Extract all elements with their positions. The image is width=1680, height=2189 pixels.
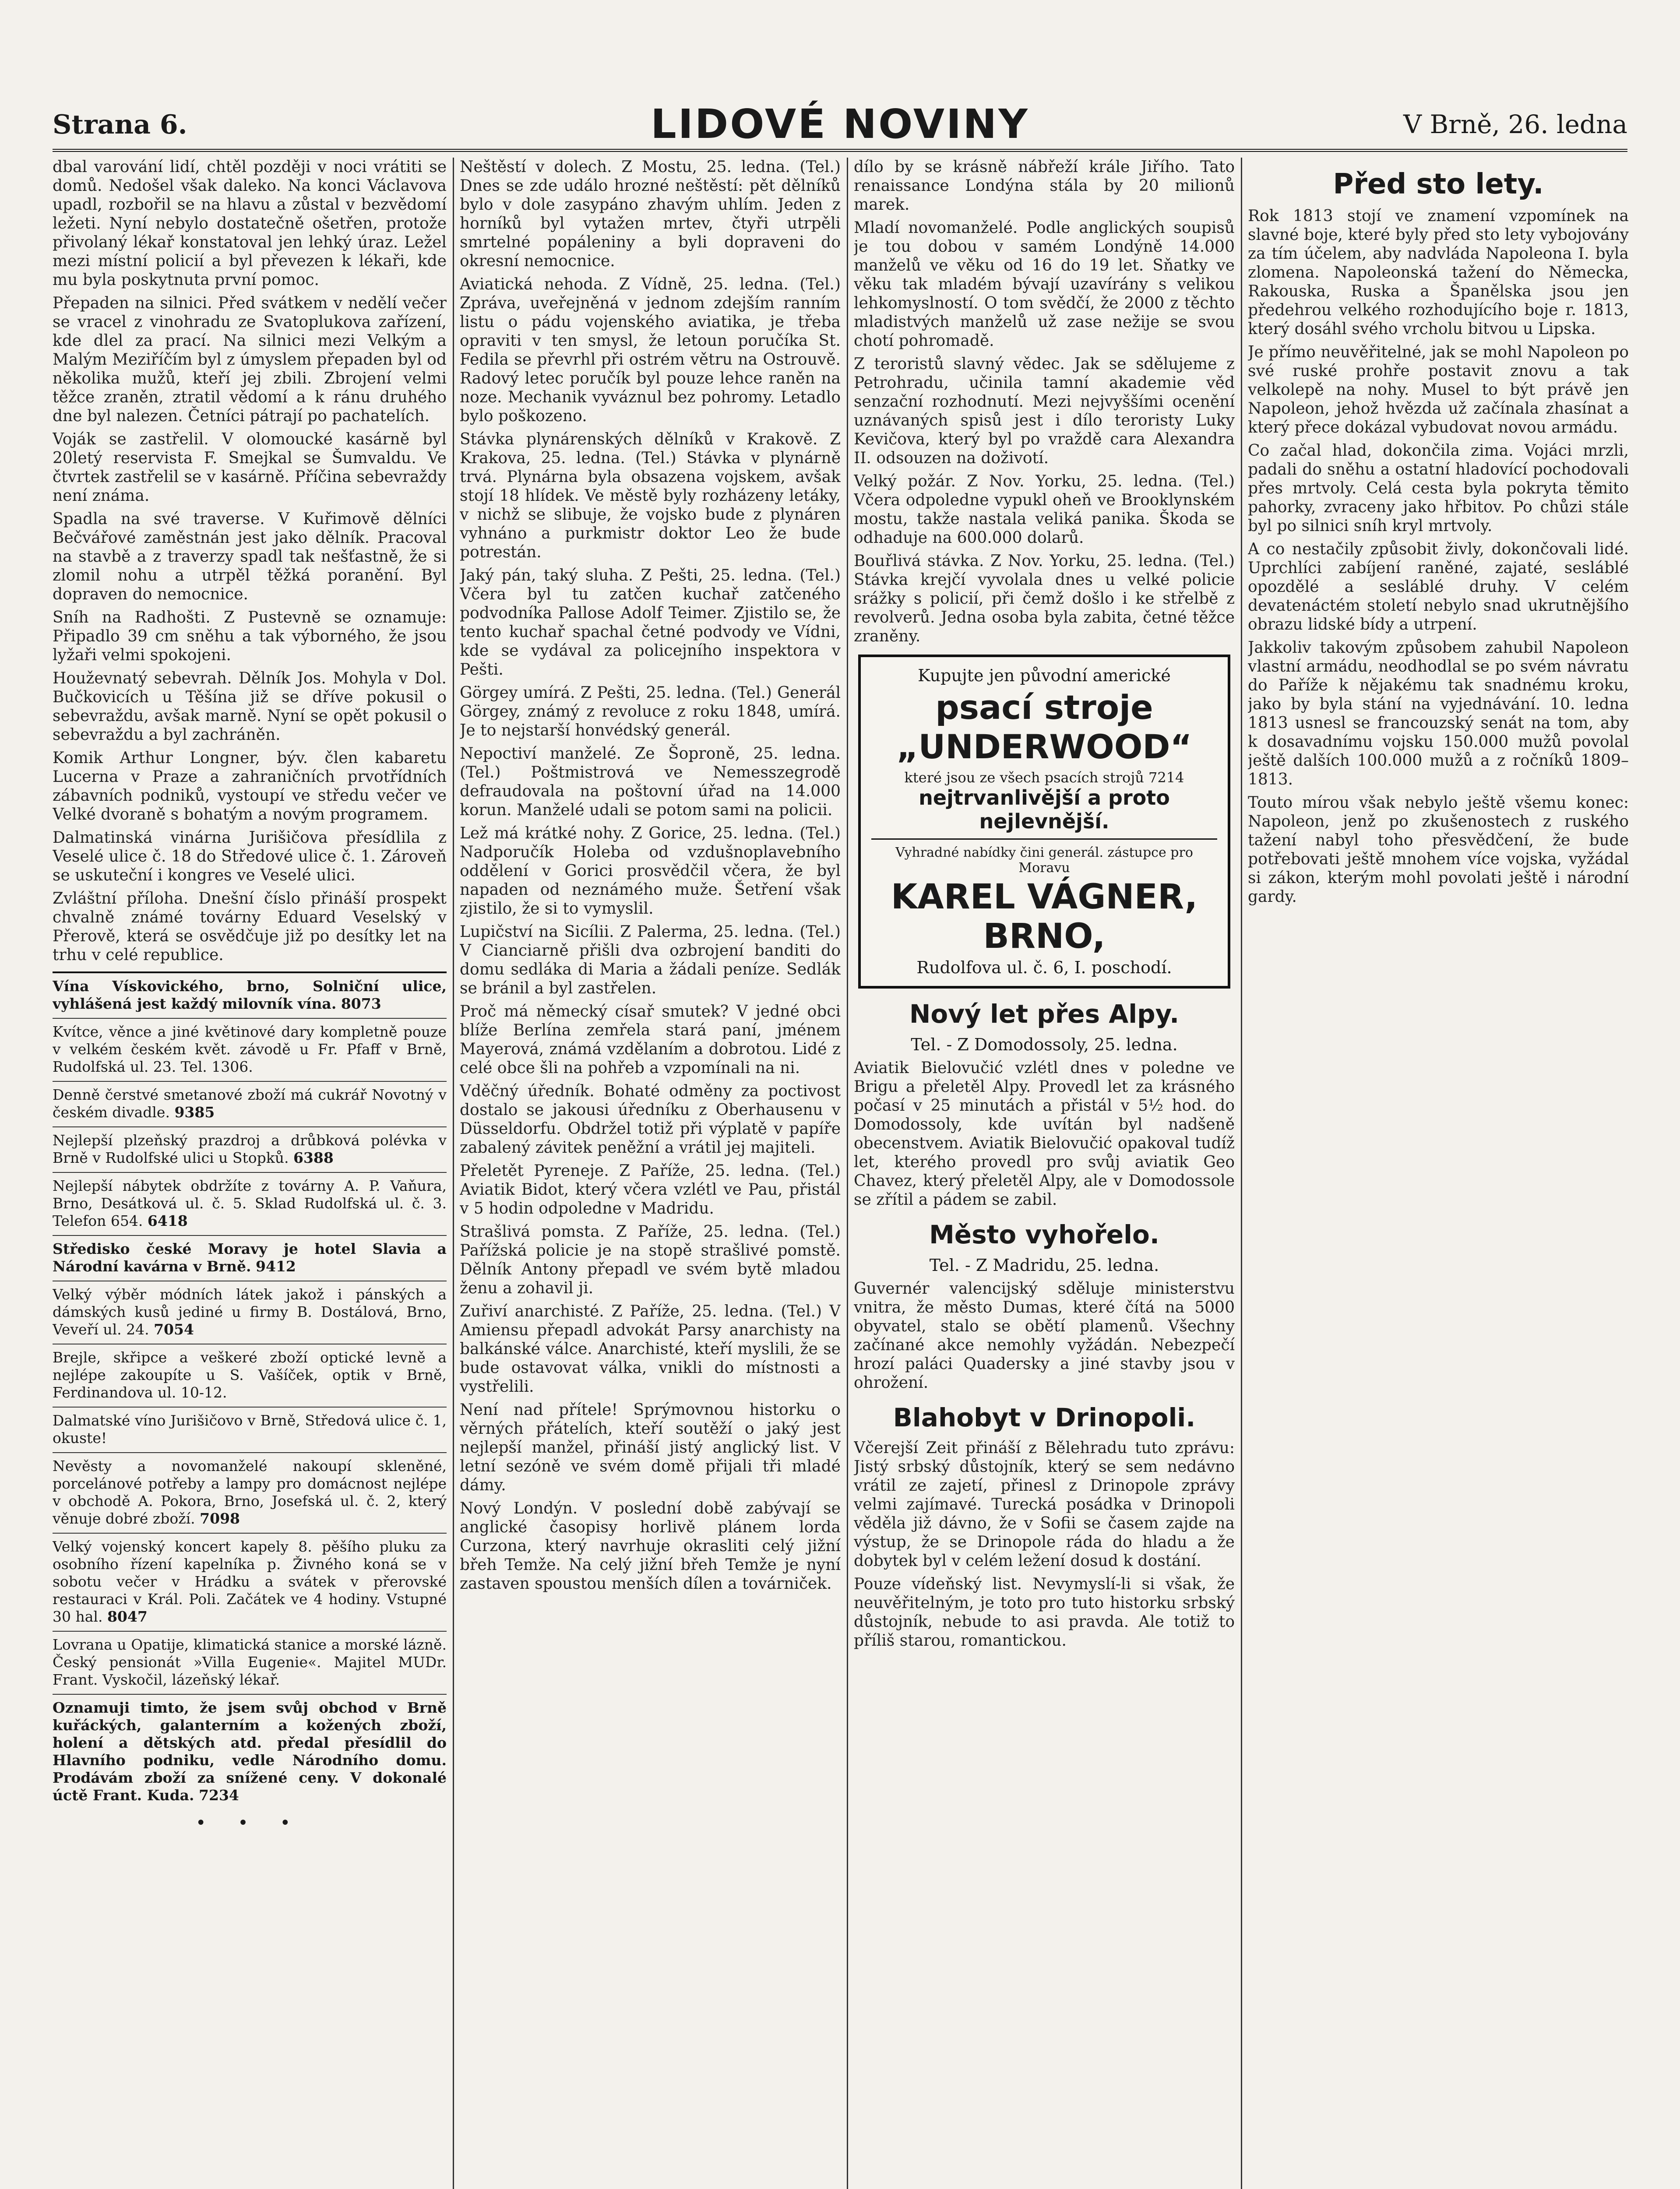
classified-ad: Brejle, skřipce a veškeré zboží optické levně a nejlépe zakoupíte u S. Vašíček, optik v Brně, Ferdinandova ul. 10-12. [53,1349,447,1401]
classified-ad: Dalmatské víno Jurišičovo v Brně, Středová ulice č. 1, okuste! [53,1412,447,1446]
article-paragraph: Přeletět Pyreneje. Z Paříže, 25. ledna. (Tel.) Aviatik Bidot, který včera vzlétl ve Pau, přistál v 5 hodin odpoledne v Madridu. [460,1162,841,1218]
article-paragraph: A co nestačily způsobit živly, dokončovali lidé. Uprchlíci zabíjení raněné, zajaté, sesláblé opozdělé a sesláblé druhy. V celém devatenáctém století nebylo snad ukrutnějšího obrazu lidské bídy a utrpení. [1248,540,1629,633]
column-3 [854,158,1235,2189]
article-paragraph: Včerejší Zeit přináší z Bělehradu tuto zprávu: Jistý srbský důstojník, který se sem nedávno vrátil ze zajetí, přinesl z Drinopole zprávy velmi zajímavé. Turecká posádka v Drinopoli věděla již dávno, že v Sofii se časem zajde na výstup, že se Drinopole ráda do hladu a že dobytek byl v celém ležení dosud k dostání. [854,1439,1235,1570]
article-paragraph: Neštěstí v dolech. Z Mostu, 25. ledna. (Tel.) Dnes se zde událo hrozné neštěstí: pět dělníků bylo v dole zasypáno zhavým uhlím. Jeden z horníků byl vytažen mrtev, čtyři utrpěli smrtelné popáleniny a byli dopraveni do okresní nemocnice. [460,158,841,270]
article-paragraph: Stávka plynárenských dělníků v Krakově. Z Krakova, 25. ledna. (Tel.) Stávka v plynárně trvá. Plynárna byla obsazena vojskem, avšak stojí 18 hlídek. Ve městě byly rozházeny letáky, v nichž se slibuje, že vojsko bude z plynáren vyhnáno a purkmistr doktor Leo že bude potrestán. [460,430,841,561]
article-paragraph: Aviatická nehoda. Z Vídně, 25. ledna. (Tel.) Zpráva, uveřejněná v jednom zdejším ranním listu o pádu vojenského aviatika, je třeba opraviti v ten smysl, že letoun poručíka St. Fedila se převrhl při ostrém větru na Ostrouvě. Radový letec poručík byl pouze lehce raněn na noze. Mechanik vyváznul bez pohromy. Letadlo bylo poškozeno. [460,275,841,425]
section-heading: Nový let přes Alpy. [909,999,1180,1029]
classified-ad: Kvítce, věnce a jiné květinové dary kompletně pouze v velkém českém květ. závodě u Fr. Pfaff v Brně, Rudolfská ul. 23. Tel. 1306. [53,1023,447,1075]
ad-headline: psací stroje „UNDERWOOD“ [896,688,1192,766]
classified-ads [53,971,447,1833]
end-marks: • • • [195,1813,304,1833]
article-paragraph: dílo by se krásně nábřeží krále Jiřího. Tato renaissance Londýna stála by 20 milionů marek. [854,158,1235,214]
article-paragraph: Mladí novomanželé. Podle anglických soupisů je tou dobou v samém Londýně 14.000 manželů ve věku od 16 do 19 let. Sňatky ve věku tak mladém bývají uzavírány s velikou lehkomyslností. O tom svědčí, že 2000 z těchto mladistvých manželů už zase nežije se svou chotí pohromadě. [854,219,1235,350]
article-paragraph: Přepaden na silnici. Před svátkem v nedělí večer se vracel z vinohradu ze Svatoplukova zařízení, kde dlel za prací. Na silnici mezi Velkým a Malým Meziříčím byl z úmyslem přepaden byl od několika mužů, kteří jej zbili. Zbrojení velmi těžce zraněn, ztratil vědomí a k ránu druhého dne byl nalezen. Četníci pátrají po pachatelích. [53,294,447,425]
underwood-advertisement [858,655,1230,989]
page-number: Strana 6. [53,109,187,140]
article-paragraph: Rok 1813 stojí ve znamení vzpomínek na slavné boje, které byly před sto lety vybojovány za tím účelem, aby nadvláda Napoleona I. byla zlomena. Napoleonská tažení do Německa, Rakouska, Ruska a Španělska jsou jen předehrou velkého rozhodujícího boje r. 1813, který dosáhl svého vrcholu bitvou u Lipska. [1248,207,1629,338]
classified-ad: Vína Vískovického, brno, Solniční ulice, vyhlášená jest každý milovník vína. 8073 [53,978,447,1012]
ad-company: KAREL VÁGNER, BRNO, [891,877,1198,956]
column-2 [460,158,841,2189]
article-paragraph: Guvernér valencijský sděluje ministerstvu vnitra, že město Dumas, které čítá na 5000 obyvatel, stalo se obětí plamenů. Všechny začínané akce nemohly vyžádán. Nebezpečí hrozí paláci Quadersky a jiné stavby jsou v ohrožení. [854,1280,1235,1392]
issue-date: V Brně, 26. ledna [1403,109,1627,139]
article-paragraph: Voják se zastřelil. V olomoucké kasárně byl 20letý reservista F. Smejkal se Šumvaldu. Ve čtvrtek zastřelil se v kasárně. Příčina sebevraždy není známa. [53,430,447,505]
article-paragraph: Strašlivá pomsta. Z Paříže, 25. ledna. (Tel.) Pařížská policie je na stopě strašlivé pomstě. Dělník Antony přepadl ve svém bytě mladou ženu a zohavil ji. [460,1223,841,1297]
article-paragraph: Komik Arthur Longner, býv. člen kabaretu Lucerna v Praze a zahraničních prvotřídních zábavních podniků, vystoupí ve středu večer ve Velké dvoraně s bohatým a novým programem. [53,749,447,824]
section-heading: Město vyhořelo. [929,1220,1159,1249]
dateline: Tel. - Z Domodossoly, 25. ledna. [911,1035,1178,1054]
article-paragraph: Co začal hlad, dokončila zima. Vojáci mrzli, padali do sněhu a ostatní hladovící pochodovali přes mrtvoly. Celá cesta byla pokryta těmito pahorky, zvraceny jako hřbitov. Po chůzi stále byl po silnici sníh kryl mrtvoly. [1248,442,1629,535]
classified-ad: Nejlepší plzeňský prazdroj a drůbková polévka v Brně v Rudolfské ulici u Stopků. 6388 [53,1132,447,1166]
article-paragraph: Lupičství na Sicílii. Z Palerma, 25. ledna. (Tel.) V Cianciarně přišli dva ozbrojení banditi do domu sedláka di Maria a žádali peníze. Sedlák se bránil a byl zastřelen. [460,923,841,997]
article-paragraph: Velký požár. Z Nov. Yorku, 25. ledna. (Tel.) Včera odpoledne vypukl oheň ve Brooklynském mostu, takže nastala veliká panika. Škoda se odhaduje na 600.000 dolarů. [854,472,1235,547]
article-paragraph: Nový Londýn. V poslední době zabývají se anglické časopisy horlivě plánem lorda Curzona, který navrhuje okrasliti celý jižní břeh Temže. Na celý jižní břeh Temže je nyní zastaven spoustou menších dílen a továrniček. [460,1499,841,1593]
article-paragraph: Touto mírou však nebylo ještě všemu konec: Napoleon, jenž po zkušenostech z ruského tažení nabyl toho přesvědčení, že bude potřebovati ještě mnohem více vojska, vyžádal si zákon, kterým mohl povolati ještě i národní gardy. [1248,794,1629,906]
ad-text: nejtrvanlivější a proto nejlevnější. [919,786,1170,833]
column-rule [453,158,454,2189]
classified-ad: Velký výběr módních látek jakož i pánských a dámských kusů jediné u firmy B. Dostálová, Brno, Veveří ul. 24. 7054 [53,1286,447,1338]
ad-text: Kupujte jen původní americké [918,666,1171,685]
section-heading: Před sto lety. [1333,168,1544,201]
article-paragraph: Zuřiví anarchisté. Z Paříže, 25. ledna. (Tel.) V Amiensu přepadl advokát Parsy anarchisty na balkánské válce. Anarchisté, kteří myslili, že se bude ostavovat válka, vnikli do místnosti a vystřelili. [460,1302,841,1396]
article-paragraph: Jakkoliv takovým způsobem zahubil Napoleon vlastní armádu, neodhodlal se po svém návratu do Paříže k nějakému tak snadnému kroku, jako by byla stání na vyjednávání. 10. ledna 1813 usnesl se francouzský senát na tom, aby k dosavadnímu vojsku 150.000 mužů povolal ještě dalších 100.000 mužů a z ročníků 1809–1813. [1248,639,1629,788]
article-paragraph: Bouřlivá stávka. Z Nov. Yorku, 25. ledna. (Tel.) Stávka krejčí vyvolala dnes u velké policie srážky s policií, při čemž došlo i ke střelbě z revolverů. Jedna osoba byla zabita, četné těžce zraněny. [854,552,1235,645]
article-paragraph: Aviatik Bielovučić vzlétl dnes v poledne ve Brigu a přeletěl Alpy. Provedl let za krásného počasí v 25 minutách a přistál v 5½ hod. do Domodossoly, kde uvítán byl nadšeně obecenstvem. Aviatik Bielovučić opakoval tudíž let, kterého provedl pro svůj aviatik Geo Chavez, který přeletěl Alpy, ale v Domodossole se zřítil a pádem se zabil. [854,1059,1235,1209]
dateline: Tel. - Z Madridu, 25. ledna. [929,1256,1159,1275]
column-4 [1248,158,1629,2189]
article-paragraph: Houževnatý sebevrah. Dělník Jos. Mohyla v Dol. Bučkovicích u Těšína již se dříve pokusil o sebevraždu, avšak marně. Nyní se opět pokusil o sebevraždu a byl zachráněn. [53,669,447,744]
article-paragraph: Vděčný úředník. Bohaté odměny za poctivost dostalo se jakousi úředníku z Oberhausenu v Düsseldorfu. Obdržel totiž při výplatě v papíře zabalený závitek peněžní a vrátil jej majiteli. [460,1082,841,1157]
newspaper-title: LIDOVÉ NOVINY [651,101,1029,148]
column-rule [1241,158,1242,2189]
section-heading: Blahobyt v Drinopoli. [893,1403,1196,1432]
article-paragraph: dbal varování lidí, chtěl později v noci vrátiti se domů. Nedošel však daleko. Na konci Václavova upadl, rozbořil se na hlavu a zůstal v bezvědomí ležeti. Nyní nebylo dostatečně ošetřen, protože přivolaný lékař konstatoval jen lehký úraz. Ležel mezi místní policií a byl převezen k lékaři, kde mu byla poskytnuta první pomoc. [53,158,447,289]
column-rule [847,158,848,2189]
article-paragraph: Sníh na Radhošti. Z Pustevně se oznamuje: Připadlo 39 cm sněhu a tak výborného, že jsou lyžaři velmi spokojeni. [53,609,447,664]
article-paragraph: Görgey umírá. Z Pešti, 25. ledna. (Tel.) Generál Görgey, známý z revoluce z roku 1848, umírá. Je to nejstarší honvédský generál. [460,684,841,739]
article-paragraph: Nepoctiví manželé. Ze Šoproně, 25. ledna. (Tel.) Poštmistrová ve Nemesszegrodě defraudovala na poštovní úřad na 14.000 korun. Manželé udali se potom sami na policii. [460,745,841,819]
article-paragraph: Z teroristů slavný vědec. Jak se sdělujeme z Petrohradu, učinila tamní akademie věd senzační rozhodnutí. Mezi nejvyššími ocenění uznávaných spisů jest i dílo teroristy Luky Kevičova, který byl po vraždě cara Alexandra II. odsouzen na doživotí. [854,355,1235,467]
classified-ad: Lovrana u Opatije, klimatická stanice a morské lázně. Český pensionát »Villa Eugenie«. Majitel MUDr. Frant. Vyskočil, lázeňský lékař. [53,1636,447,1688]
ad-address: Rudolfova ul. č. 6, I. poschodí. [916,958,1172,977]
article-paragraph: Je přímo neuvěřitelné, jak se mohl Napoleon po své ruské prohře postavit znovu a tak velkolepě na nohy. Musel to být právě jen Napoleon, jehož hvězda už začínala zhasínat a který přece dokázal vybudovat novou armádu. [1248,343,1629,436]
article-paragraph: Spadla na své traverse. V Kuřimově dělníci Bečvářové zaměstnán jest jako dělník. Pracoval na stavbě a z traverzy spadl tak nešťastně, že si zlomil nohu a utrpěl těžká poranění. Byl dopraven do nemocnice. [53,510,447,603]
article-paragraph: Jaký pán, taký sluha. Z Pešti, 25. ledna. (Tel.) Včera byl tu zatčen kuchař zatčeného podvodníka Pallose Adolf Teimer. Zjistilo se, že tento kuchař spachal četné podvody ve Vídni, kde se vydával za policejního inspektora v Pešti. [460,567,841,679]
classified-ad: Denně čerstvé smetanové zboží má cukrář Novotný v českém divadle. 9385 [53,1086,447,1121]
article-paragraph: Lež má krátké nohy. Z Gorice, 25. ledna. (Tel.) Nadporučík Holeba od vzdušnoplavebního oddělení v Gorici prosvědčil včera, že byl napaden od neznámého muže. Šetření však zjistilo, že si to vymyslil. [460,824,841,918]
masthead [53,101,1627,152]
article-paragraph: Proč má německý císař smutek? V jedné obci blíže Berlína zemřela stará paní, jménem Mayerová, známá vzdělaním a dobrotou. Lidé z celé obce šli na pohřeb a vzpomínali na ni. [460,1003,841,1077]
classified-ad: Středisko české Moravy je hotel Slavia a Národní kavárna v Brně. 9412 [53,1240,447,1275]
article-paragraph: Zvláštní příloha. Dnešní číslo přináší prospekt chvalně známé továrny Eduard Veselský v Přerově, která se osvědčuje již po desítky let na trhu v celé republice. [53,890,447,964]
article-paragraph: Není nad přítele! Sprýmovnou historku o věrných přátelích, kteří soutěží o jaký jest nejlepší manžel, přináší jistý anglický list. V letní sezóně ve svém domě přijali tři mladé dámy. [460,1401,841,1494]
article-paragraph: Dalmatinská vinárna Jurišičova přesídlila z Veselé ulice č. 18 do Středové ulice č. 1. Zároveň se uskuteční i kongres ve Veselé ulici. [53,829,447,884]
ad-text: Vyhradné nabídky čini generál. zástupce pro Moravu [895,845,1193,876]
classified-ad: Nejlepší nábytek obdržíte z továrny A. P. Vaňura, Brno, Desátková ul. č. 5. Sklad Rudolfská ul. č. 3. Telefon 654. 6418 [53,1177,447,1229]
classified-ad: Velký vojenský koncert kapely 8. pěšího pluku za osobního řízení kapelníka p. Živného koná se v sobotu večer v Hrádku a svátek v přerovské restauraci v Král. Poli. Začátek ve 4 hodiny. Vstupné 30 hal. 8047 [53,1538,447,1625]
column-1 [53,158,447,2189]
classified-ad: Nevěsty a novomanželé nakoupí skleněné, porcelánové potřeby a lampy pro domácnost nejlépe v obchodě A. Pokora, Brno, Josefská ul. č. 2, který věnuje dobré zboží. 7098 [53,1457,447,1527]
classified-ad: Oznamuji timto, že jsem svůj obchod v Brně kuřáckých, galanterním a kožených zboží, holení a dětských atd. předal přesídlil do Hlavního podniku, vedle Národního domu. Prodávám zboží za snížené ceny. V dokonalé úctě Frant. Kuda. 7234 [53,1699,447,1804]
article-paragraph: Pouze vídeňský list. Nevymyslí-li si však, že neuvěřitelným, je toto pro tuto historku srbský důstojník, nebude to asi pravda. Ale totiž to příliš starou, romantickou. [854,1575,1235,1650]
ad-text: které jsou ze všech psacích strojů 7214 [904,769,1184,786]
